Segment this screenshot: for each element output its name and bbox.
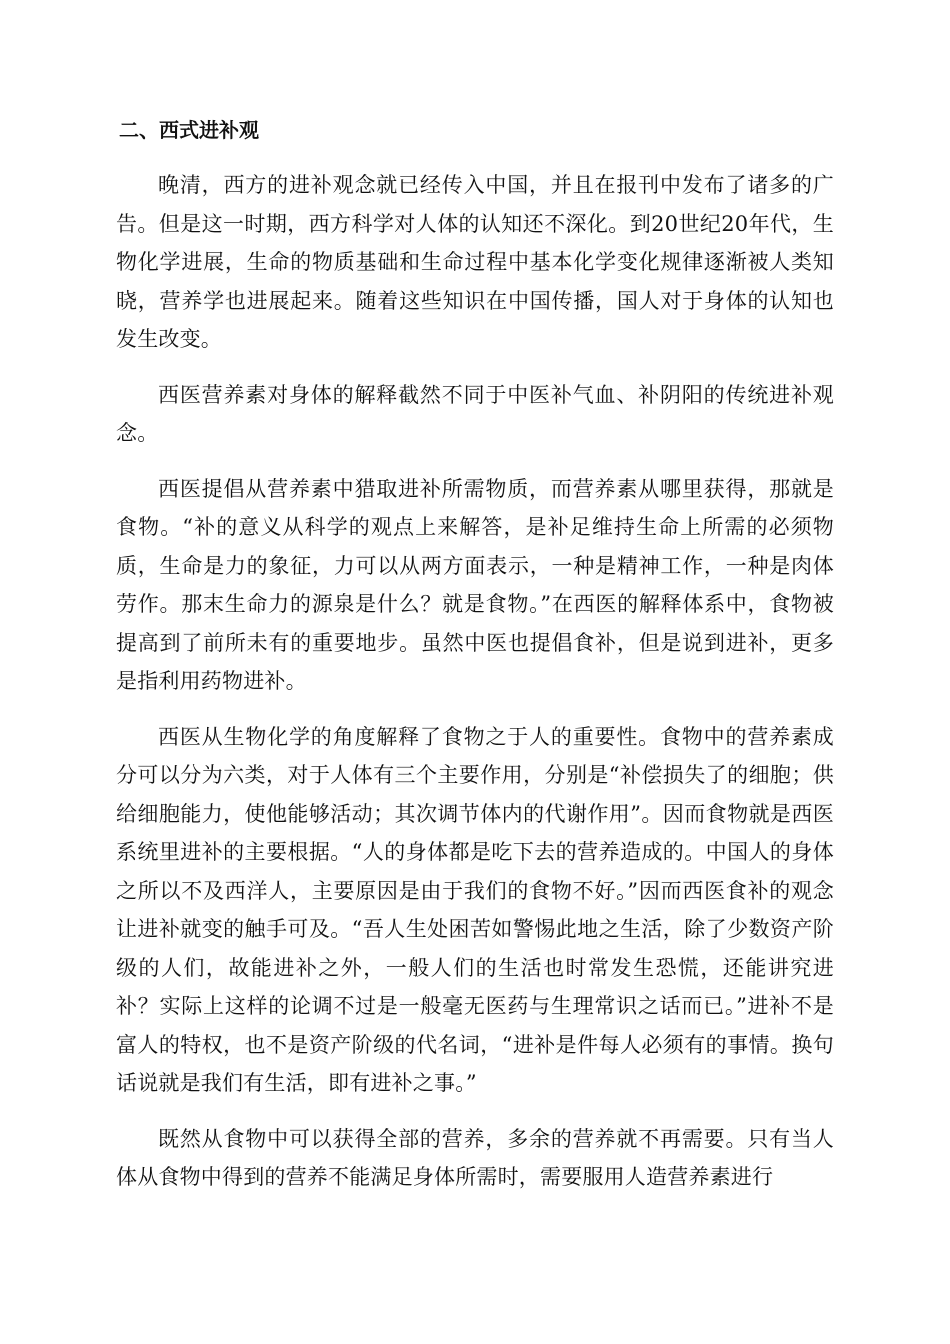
section-body (116, 166, 834, 1214)
paragraph-1: 晚清，西方的进补观念就已经传入中国，并且在报刊中发布了诸多的广告。但是这一时期，西方科学对人体的认知还不深化。到20世纪20年代，生物化学进展，生命的物质基础和生命过程中基本化学变化规律逐渐被人类知晓，营养学也进展起来。随着这些知识在中国传播，国人对于身体的认知也发生改变。 (116, 173, 834, 351)
paragraph-3: 西医提倡从营养素中猎取进补所需物质，而营养素从哪里获得，那就是食物。“补的意义从科学的观点上来解答，是补足维持生命上所需的必须物质，生命是力的象征，力可以从两方面表示，一种是精神工作，一种是肉体劳作。那末生命力的源泉是什么？就是食物。”在西医的解释体系中，食物被提高到了前所未有的重要地步。虽然中医也提倡食补，但是说到进补，更多是指利用药物进补。 (116, 476, 834, 693)
section-heading: 二、西式进补观 (119, 118, 259, 142)
paragraph-2: 西医营养素对身体的解释截然不同于中医补气血、补阴阳的传统进补观念。 (116, 382, 834, 445)
paragraph-5: 既然从食物中可以获得全部的营养，多余的营养就不再需要。只有当人体从食物中得到的营养不能满足身体所需时，需要服用人造营养素进行 (116, 1126, 834, 1189)
paragraph-4: 西医从生物化学的角度解释了食物之于人的重要性。食物中的营养素成分可以分为六类，对于人体有三个主要作用，分别是“补偿损失了的细胞；供给细胞能力，使他能够活动；其次调节体内的代谢作用”。因而食物就是西医系统里进补的主要根据。“人的身体都是吃下去的营养造成的。中国人的身体之所以不及西洋人，主要原因是由于我们的食物不好。”因而西医食补的观念让进补就变的触手可及。“吾人生处困苦如警惕此地之生活，除了少数资产阶级的人们，故能进补之外，一般人们的生活也时常发生恐慌，还能讲究进补？实际上这样的论调不过是一般毫无医药与生理常识之话而已。”进补不是富人的特权，也不是资产阶级的代名词，“进补是件每人必须有的事情。换句话说就是我们有生活，即有进补之事。” (116, 724, 834, 1095)
